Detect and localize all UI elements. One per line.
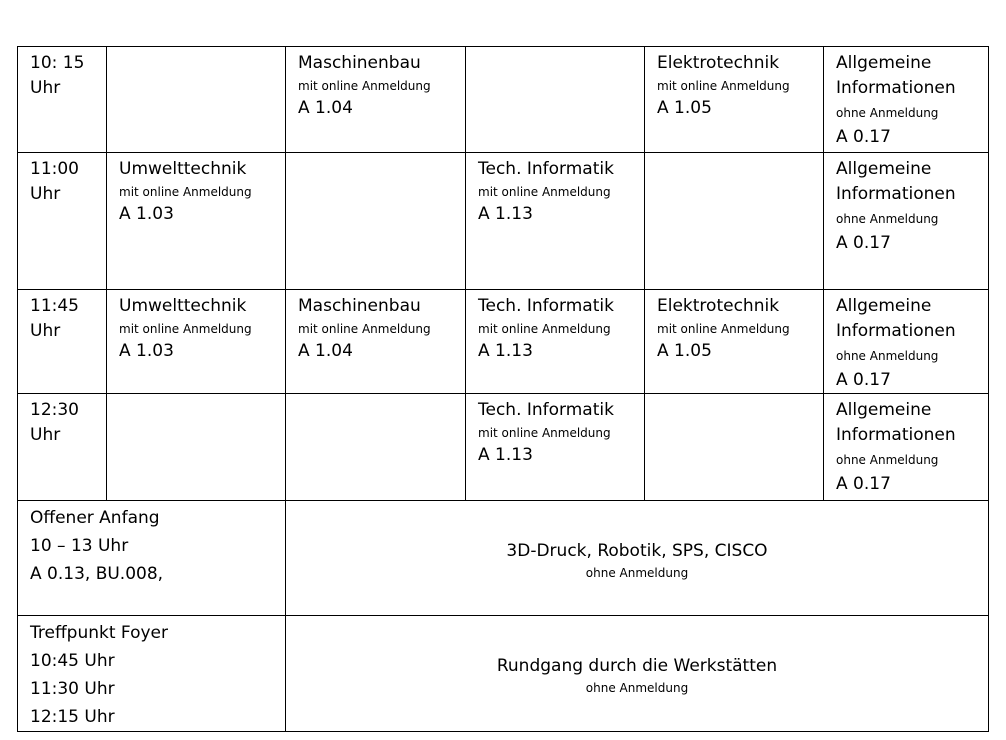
time-unit: Uhr xyxy=(30,78,61,98)
open-start-title: 3D-Druck, Robotik, SPS, CISCO xyxy=(506,540,768,561)
session-title: Umwelttechnik xyxy=(119,296,247,316)
info-title-line1: Allgemeine xyxy=(836,296,932,316)
info-room: A 0.17 xyxy=(836,474,891,494)
empty-cell xyxy=(286,153,466,290)
time-value: 10: 15 xyxy=(30,53,85,73)
session-cell xyxy=(466,394,645,501)
empty-cell xyxy=(286,394,466,501)
info-cell xyxy=(824,394,989,501)
session-title: Elektrotechnik xyxy=(657,296,780,316)
schedule-table xyxy=(17,46,989,732)
session-title: Tech. Informatik xyxy=(478,159,614,179)
session-cell xyxy=(466,153,645,290)
session-room: A 1.13 xyxy=(478,341,533,361)
info-note: ohne Anmeldung xyxy=(836,106,939,120)
info-cell xyxy=(824,47,989,153)
session-title: Maschinenbau xyxy=(298,296,421,316)
info-cell xyxy=(824,290,989,394)
session-room: A 1.05 xyxy=(657,341,712,361)
session-title: Elektrotechnik xyxy=(657,53,780,73)
info-room: A 0.17 xyxy=(836,370,891,390)
tour-info xyxy=(18,616,286,732)
session-room: A 1.05 xyxy=(657,98,712,118)
session-note: mit online Anmeldung xyxy=(478,185,611,199)
session-title: Tech. Informatik xyxy=(478,296,614,316)
open-start-label: Offener Anfang xyxy=(30,508,160,528)
info-note: ohne Anmeldung xyxy=(836,349,939,363)
info-title-line2: Informationen xyxy=(836,425,956,445)
empty-cell xyxy=(466,47,645,153)
time-cell xyxy=(18,290,107,394)
schedule-row xyxy=(18,394,989,501)
session-cell xyxy=(286,47,466,153)
empty-cell xyxy=(645,153,824,290)
session-room: A 1.13 xyxy=(478,204,533,224)
empty-cell xyxy=(107,47,286,153)
time-unit: Uhr xyxy=(30,321,61,341)
time-value: 12:30 xyxy=(30,400,79,420)
info-title-line2: Informationen xyxy=(836,78,956,98)
session-cell xyxy=(645,290,824,394)
open-start-time: 10 – 13 Uhr xyxy=(30,536,129,556)
session-note: mit online Anmeldung xyxy=(298,79,431,93)
time-cell xyxy=(18,47,107,153)
open-start-rooms: A 0.13, BU.008, xyxy=(30,564,164,584)
time-cell xyxy=(18,394,107,501)
session-room: A 1.04 xyxy=(298,341,353,361)
open-start-note: ohne Anmeldung xyxy=(585,565,689,580)
open-start-activity xyxy=(286,501,989,616)
session-cell xyxy=(286,290,466,394)
time-unit: Uhr xyxy=(30,184,61,204)
info-note: ohne Anmeldung xyxy=(836,453,939,467)
session-cell xyxy=(107,153,286,290)
tour-time: 11:30 Uhr xyxy=(30,679,115,699)
session-cell xyxy=(645,47,824,153)
tour-row xyxy=(18,616,989,732)
session-title: Umwelttechnik xyxy=(119,159,247,179)
tour-meeting-point: Treffpunkt Foyer xyxy=(30,623,169,643)
info-note: ohne Anmeldung xyxy=(836,212,939,226)
schedule-row xyxy=(18,47,989,153)
info-room: A 0.17 xyxy=(836,127,891,147)
session-room: A 1.04 xyxy=(298,98,353,118)
session-note: mit online Anmeldung xyxy=(298,322,431,336)
info-title-line2: Informationen xyxy=(836,184,956,204)
time-value: 11:00 xyxy=(30,159,79,179)
info-room: A 0.17 xyxy=(836,233,891,253)
tour-note: ohne Anmeldung xyxy=(585,681,689,695)
session-room: A 1.03 xyxy=(119,341,174,361)
empty-cell xyxy=(107,394,286,501)
info-title-line1: Allgemeine xyxy=(836,400,932,420)
session-note: mit online Anmeldung xyxy=(657,322,790,336)
tour-title: Rundgang durch die Werkstätten xyxy=(496,656,778,676)
session-note: mit online Anmeldung xyxy=(478,322,611,336)
time-cell xyxy=(18,153,107,290)
info-title-line1: Allgemeine xyxy=(836,53,932,73)
session-note: mit online Anmeldung xyxy=(478,426,611,440)
session-note: mit online Anmeldung xyxy=(119,185,252,199)
info-title-line2: Informationen xyxy=(836,321,956,341)
tour-activity xyxy=(286,616,989,732)
session-room: A 1.03 xyxy=(119,204,174,224)
schedule-row xyxy=(18,153,989,290)
time-unit: Uhr xyxy=(30,425,61,445)
empty-cell xyxy=(645,394,824,501)
session-cell xyxy=(107,290,286,394)
open-start-row xyxy=(18,501,989,616)
tour-time: 10:45 Uhr xyxy=(30,651,115,671)
info-title-line1: Allgemeine xyxy=(836,159,932,179)
session-cell xyxy=(466,290,645,394)
session-note: mit online Anmeldung xyxy=(119,322,252,336)
session-title: Tech. Informatik xyxy=(478,400,614,420)
time-value: 11:45 xyxy=(30,296,79,316)
open-start-info xyxy=(18,501,286,616)
session-note: mit online Anmeldung xyxy=(657,79,790,93)
session-title: Maschinenbau xyxy=(298,53,421,73)
session-room: A 1.13 xyxy=(478,445,533,465)
schedule-row xyxy=(18,290,989,394)
info-cell xyxy=(824,153,989,290)
tour-time: 12:15 Uhr xyxy=(30,707,115,727)
